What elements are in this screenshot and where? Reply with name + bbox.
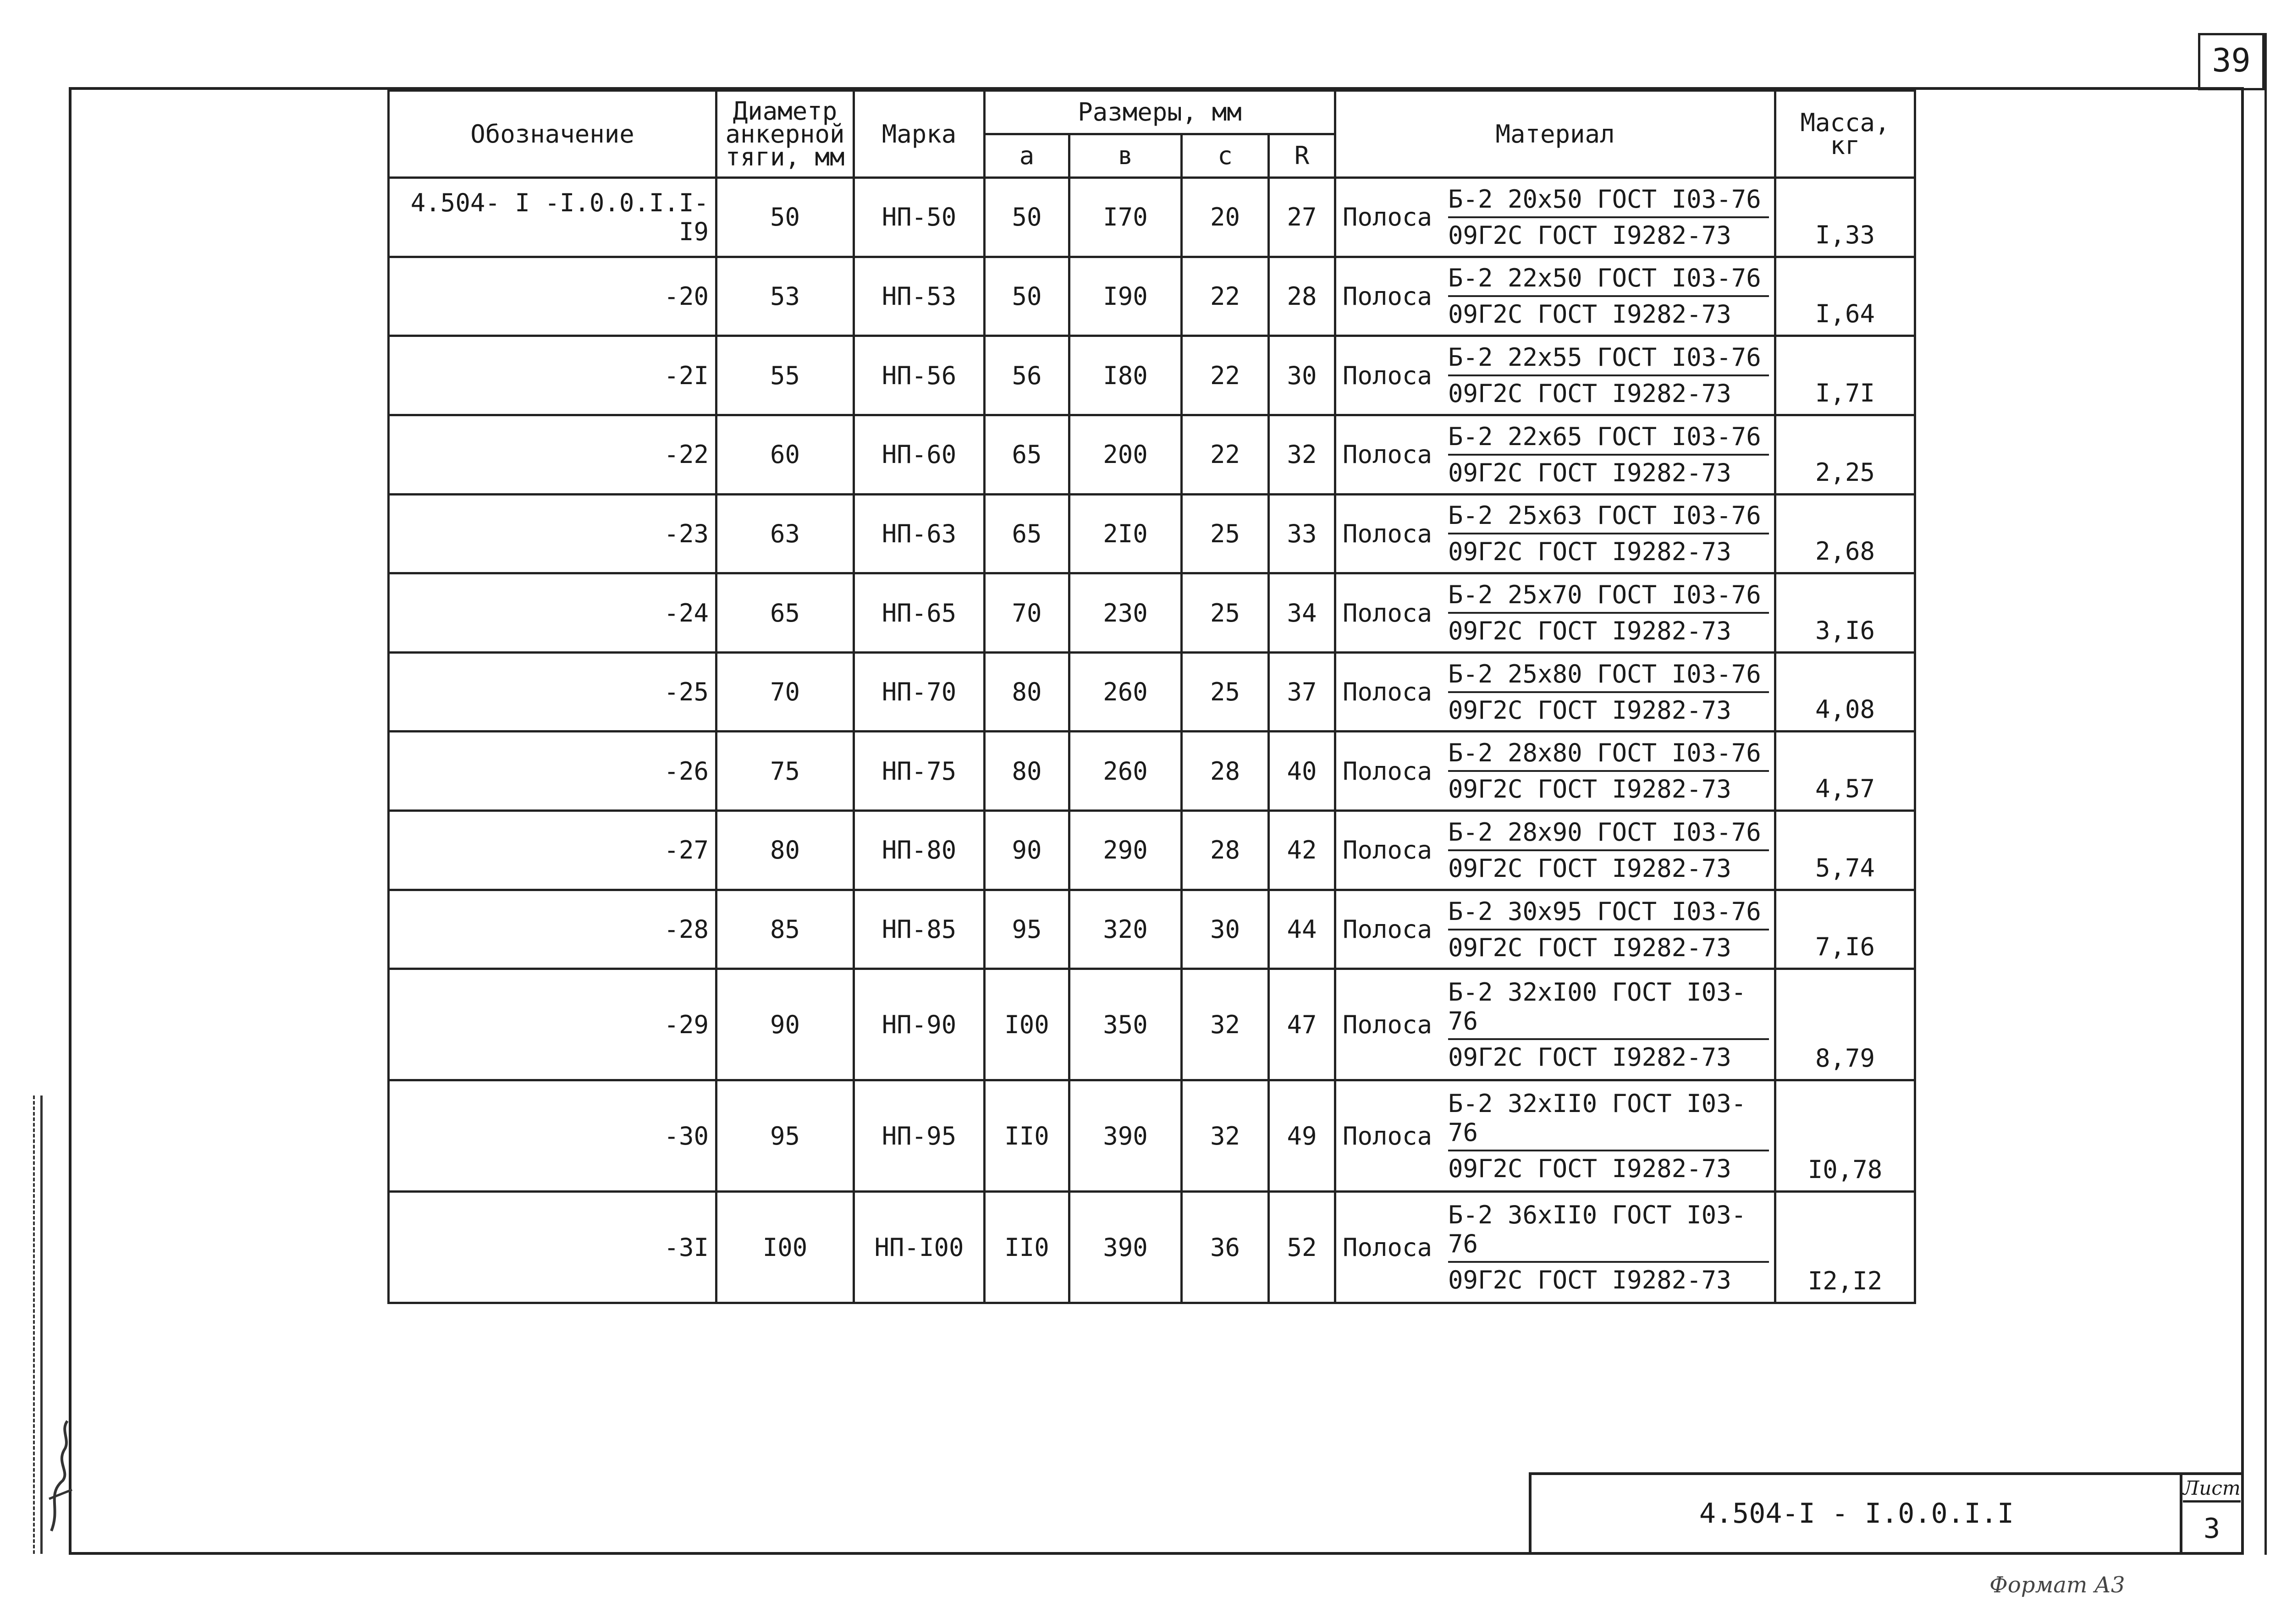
- cell-diameter: I00: [716, 1192, 854, 1303]
- material-fraction: [1448, 1199, 1774, 1296]
- table-row: [389, 811, 1915, 890]
- document-code: 4.504-I - I.0.0.I.I: [1699, 1497, 2014, 1530]
- material-wrap: [1336, 337, 1774, 414]
- cell-a: II0: [985, 1080, 1069, 1192]
- cell-diameter: 70: [716, 652, 854, 732]
- material-fraction: [1448, 816, 1774, 885]
- cell-brand: НП-95: [854, 1080, 985, 1192]
- material-steel: 09Г2С ГОСТ I9282-73: [1448, 220, 1731, 250]
- material-prefix: Полоса: [1343, 519, 1432, 548]
- cell-mass: 3,I6: [1775, 573, 1915, 653]
- cell-c: 32: [1182, 1080, 1269, 1192]
- table-row: [389, 732, 1915, 811]
- cell-r: 42: [1269, 811, 1335, 890]
- cell-mass: I2,I2: [1775, 1192, 1915, 1303]
- material-wrap: [1336, 654, 1774, 731]
- cell-c: 22: [1182, 336, 1269, 415]
- cell-b: 200: [1069, 415, 1182, 494]
- cell-b: 2I0: [1069, 494, 1182, 573]
- material-fraction: [1448, 183, 1774, 252]
- cell-diameter: 95: [716, 1080, 854, 1192]
- material-prefix: Полоса: [1343, 677, 1432, 707]
- table-row: [389, 890, 1915, 969]
- material-steel: 09Г2С ГОСТ I9282-73: [1448, 617, 1731, 646]
- cell-diameter: 53: [716, 257, 854, 336]
- cell-mass: I,33: [1775, 178, 1915, 257]
- material-fraction: [1448, 895, 1774, 964]
- header-dim-b: в: [1069, 134, 1182, 178]
- material-steel: 09Г2С ГОСТ I9282-73: [1448, 1042, 1731, 1072]
- cell-brand: НП-80: [854, 811, 985, 890]
- cell-diameter: 80: [716, 811, 854, 890]
- material-profile: Б-2 22х65 ГОСТ I03-76: [1448, 420, 1769, 456]
- specification-table-body: [389, 178, 1915, 1303]
- material-profile: Б-2 30х95 ГОСТ I03-76: [1448, 895, 1769, 930]
- cell-material: [1335, 890, 1775, 969]
- material-fraction: [1448, 737, 1774, 805]
- cell-a: 70: [985, 573, 1069, 653]
- material-prefix: Полоса: [1343, 361, 1432, 390]
- cell-brand: НП-85: [854, 890, 985, 969]
- cell-mass: I0,78: [1775, 1080, 1915, 1192]
- cell-c: 28: [1182, 732, 1269, 811]
- header-mass-line2: кг: [1830, 131, 1860, 160]
- cell-brand: НП-60: [854, 415, 985, 494]
- cell-c: 32: [1182, 969, 1269, 1080]
- header-material: Материал: [1335, 91, 1775, 178]
- signature-mark: [42, 1416, 79, 1536]
- material-wrap: [1336, 179, 1774, 256]
- table-row: [389, 415, 1915, 494]
- sheet-number: 3: [2203, 1513, 2220, 1545]
- cell-designation: -26: [389, 732, 716, 811]
- cell-b: I70: [1069, 178, 1182, 257]
- cell-r: 27: [1269, 178, 1335, 257]
- material-fraction: [1448, 341, 1774, 410]
- sheet-label: Лист: [2183, 1475, 2241, 1503]
- cell-designation: -29: [389, 969, 716, 1080]
- header-diameter-line2: анкерной: [725, 119, 845, 149]
- material-fraction: [1448, 578, 1774, 647]
- material-profile: Б-2 28х80 ГОСТ I03-76: [1448, 737, 1769, 772]
- cell-material: [1335, 336, 1775, 415]
- cell-mass: I,64: [1775, 257, 1915, 336]
- cell-brand: НП-70: [854, 652, 985, 732]
- cell-material: [1335, 573, 1775, 653]
- material-wrap: [1336, 416, 1774, 493]
- cell-b: I90: [1069, 257, 1182, 336]
- cell-brand: НП-56: [854, 336, 985, 415]
- material-profile: Б-2 32хII0 ГОСТ I03-76: [1448, 1087, 1769, 1151]
- material-prefix: Полоса: [1343, 1233, 1432, 1262]
- cell-designation: -22: [389, 415, 716, 494]
- cell-a: 95: [985, 890, 1069, 969]
- material-steel: 09Г2С ГОСТ I9282-73: [1448, 379, 1731, 408]
- cell-a: 65: [985, 494, 1069, 573]
- material-profile: Б-2 20х50 ГОСТ I03-76: [1448, 183, 1769, 218]
- material-steel: 09Г2С ГОСТ I9282-73: [1448, 458, 1731, 487]
- cell-a: 80: [985, 732, 1069, 811]
- cell-b: 320: [1069, 890, 1182, 969]
- cell-designation: -20: [389, 257, 716, 336]
- cell-designation: -23: [389, 494, 716, 573]
- material-wrap: [1336, 495, 1774, 573]
- cell-mass: 7,I6: [1775, 890, 1915, 969]
- cell-a: 56: [985, 336, 1069, 415]
- cell-diameter: 85: [716, 890, 854, 969]
- material-fraction: [1448, 420, 1774, 489]
- material-wrap: [1336, 258, 1774, 335]
- cell-r: 37: [1269, 652, 1335, 732]
- cell-material: [1335, 1080, 1775, 1192]
- cell-brand: НП-53: [854, 257, 985, 336]
- cell-diameter: 50: [716, 178, 854, 257]
- table-row: [389, 969, 1915, 1080]
- header-diameter-line3: тяги, мм: [725, 142, 845, 171]
- header-dimensions: Размеры, мм: [985, 91, 1335, 134]
- cell-r: 33: [1269, 494, 1335, 573]
- cell-c: 25: [1182, 573, 1269, 653]
- cell-designation: -2I: [389, 336, 716, 415]
- material-wrap: [1336, 732, 1774, 809]
- cell-material: [1335, 811, 1775, 890]
- cell-brand: НП-63: [854, 494, 985, 573]
- cell-r: 49: [1269, 1080, 1335, 1192]
- material-profile: Б-2 32хI00 ГОСТ I03-76: [1448, 976, 1769, 1040]
- material-steel: 09Г2С ГОСТ I9282-73: [1448, 1154, 1731, 1183]
- material-fraction: [1448, 976, 1774, 1073]
- page-number: 39: [2198, 33, 2264, 90]
- material-steel: 09Г2С ГОСТ I9282-73: [1448, 853, 1731, 883]
- material-profile: Б-2 36хII0 ГОСТ I03-76: [1448, 1199, 1769, 1263]
- cell-designation: -3I: [389, 1192, 716, 1303]
- header-diameter-line1: Диаметр: [733, 96, 837, 126]
- material-prefix: Полоса: [1343, 281, 1432, 311]
- cell-brand: НП-75: [854, 732, 985, 811]
- material-steel: 09Г2С ГОСТ I9282-73: [1448, 775, 1731, 804]
- cell-diameter: 90: [716, 969, 854, 1080]
- format-note: Формат А3: [1989, 1572, 2125, 1598]
- cell-b: 260: [1069, 652, 1182, 732]
- cell-r: 47: [1269, 969, 1335, 1080]
- specification-table: [387, 89, 1916, 1304]
- table-row: [389, 652, 1915, 732]
- material-wrap: [1336, 1081, 1774, 1190]
- cell-c: 22: [1182, 415, 1269, 494]
- table-row: [389, 494, 1915, 573]
- cell-c: 28: [1182, 811, 1269, 890]
- material-steel: 09Г2С ГОСТ I9282-73: [1448, 537, 1731, 567]
- cell-a: 80: [985, 652, 1069, 732]
- material-wrap: [1336, 812, 1774, 889]
- cell-material: [1335, 415, 1775, 494]
- material-wrap: [1336, 1193, 1774, 1302]
- material-prefix: Полоса: [1343, 598, 1432, 628]
- material-fraction: [1448, 499, 1774, 568]
- cell-r: 40: [1269, 732, 1335, 811]
- cell-a: 50: [985, 257, 1069, 336]
- cell-r: 30: [1269, 336, 1335, 415]
- material-prefix: Полоса: [1343, 915, 1432, 944]
- table-row: [389, 178, 1915, 257]
- material-steel: 09Г2С ГОСТ I9282-73: [1448, 1265, 1731, 1294]
- cell-brand: НП-90: [854, 969, 985, 1080]
- cell-designation: -25: [389, 652, 716, 732]
- header-designation: Обозначение: [389, 91, 716, 178]
- cell-a: 50: [985, 178, 1069, 257]
- material-prefix: Полоса: [1343, 440, 1432, 469]
- cell-diameter: 55: [716, 336, 854, 415]
- cell-b: 230: [1069, 573, 1182, 653]
- cell-designation: -27: [389, 811, 716, 890]
- cell-mass: 2,25: [1775, 415, 1915, 494]
- cell-material: [1335, 969, 1775, 1080]
- material-wrap: [1336, 891, 1774, 968]
- header-mass-line1: Масса,: [1800, 108, 1890, 137]
- frame-edge-right: [2264, 33, 2267, 1555]
- material-profile: Б-2 22х50 ГОСТ I03-76: [1448, 262, 1769, 297]
- cell-designation: -28: [389, 890, 716, 969]
- cell-material: [1335, 494, 1775, 573]
- cell-mass: 4,08: [1775, 652, 1915, 732]
- header-dim-c: с: [1182, 134, 1269, 178]
- material-steel: 09Г2С ГОСТ I9282-73: [1448, 695, 1731, 725]
- material-fraction: [1448, 1087, 1774, 1185]
- cell-material: [1335, 732, 1775, 811]
- material-fraction: [1448, 262, 1774, 330]
- cell-c: 25: [1182, 652, 1269, 732]
- material-steel: 09Г2С ГОСТ I9282-73: [1448, 933, 1731, 962]
- cell-b: 290: [1069, 811, 1182, 890]
- header-dim-r: R: [1269, 134, 1335, 178]
- cell-material: [1335, 652, 1775, 732]
- table-row: [389, 1080, 1915, 1192]
- header-brand: Марка: [854, 91, 985, 178]
- header-dim-a: а: [985, 134, 1069, 178]
- cell-designation: 4.504- I -I.0.0.I.I-I9: [389, 178, 716, 257]
- table-row: [389, 257, 1915, 336]
- table-row: [389, 336, 1915, 415]
- cell-brand: НП-50: [854, 178, 985, 257]
- cell-c: 20: [1182, 178, 1269, 257]
- cell-mass: 5,74: [1775, 811, 1915, 890]
- material-profile: Б-2 25х80 ГОСТ I03-76: [1448, 658, 1769, 693]
- material-profile: Б-2 22х55 ГОСТ I03-76: [1448, 341, 1769, 376]
- cell-brand: НП-65: [854, 573, 985, 653]
- material-prefix: Полоса: [1343, 1121, 1432, 1151]
- cell-designation: -24: [389, 573, 716, 653]
- cell-material: [1335, 1192, 1775, 1303]
- cell-r: 28: [1269, 257, 1335, 336]
- material-steel: 09Г2С ГОСТ I9282-73: [1448, 300, 1731, 329]
- cell-material: [1335, 178, 1775, 257]
- cell-a: II0: [985, 1192, 1069, 1303]
- material-prefix: Полоса: [1343, 836, 1432, 865]
- material-fraction: [1448, 658, 1774, 727]
- cell-c: 22: [1182, 257, 1269, 336]
- material-profile: Б-2 25х70 ГОСТ I03-76: [1448, 578, 1769, 614]
- material-profile: Б-2 28х90 ГОСТ I03-76: [1448, 816, 1769, 851]
- cell-mass: I,7I: [1775, 336, 1915, 415]
- cell-diameter: 65: [716, 573, 854, 653]
- material-prefix: Полоса: [1343, 756, 1432, 786]
- cell-mass: 2,68: [1775, 494, 1915, 573]
- material-wrap: [1336, 574, 1774, 651]
- cell-b: 350: [1069, 969, 1182, 1080]
- cell-brand: НП-I00: [854, 1192, 985, 1303]
- cell-r: 44: [1269, 890, 1335, 969]
- material-profile: Б-2 25х63 ГОСТ I03-76: [1448, 499, 1769, 534]
- cell-diameter: 60: [716, 415, 854, 494]
- cell-r: 34: [1269, 573, 1335, 653]
- cell-designation: -30: [389, 1080, 716, 1192]
- cell-r: 32: [1269, 415, 1335, 494]
- cell-mass: 8,79: [1775, 969, 1915, 1080]
- cell-c: 30: [1182, 890, 1269, 969]
- cell-c: 36: [1182, 1192, 1269, 1303]
- material-prefix: Полоса: [1343, 1010, 1432, 1039]
- table-row: [389, 573, 1915, 653]
- cell-b: 390: [1069, 1080, 1182, 1192]
- cell-b: I80: [1069, 336, 1182, 415]
- cell-diameter: 75: [716, 732, 854, 811]
- cell-b: 390: [1069, 1192, 1182, 1303]
- cell-a: 90: [985, 811, 1069, 890]
- cell-diameter: 63: [716, 494, 854, 573]
- material-wrap: [1336, 970, 1774, 1079]
- header-diameter: [716, 91, 854, 178]
- cell-b: 260: [1069, 732, 1182, 811]
- header-mass: [1775, 91, 1915, 178]
- table-row: [389, 1192, 1915, 1303]
- cell-mass: 4,57: [1775, 732, 1915, 811]
- cell-a: 65: [985, 415, 1069, 494]
- cell-r: 52: [1269, 1192, 1335, 1303]
- cell-c: 25: [1182, 494, 1269, 573]
- cell-a: I00: [985, 969, 1069, 1080]
- cell-material: [1335, 257, 1775, 336]
- material-prefix: Полоса: [1343, 203, 1432, 232]
